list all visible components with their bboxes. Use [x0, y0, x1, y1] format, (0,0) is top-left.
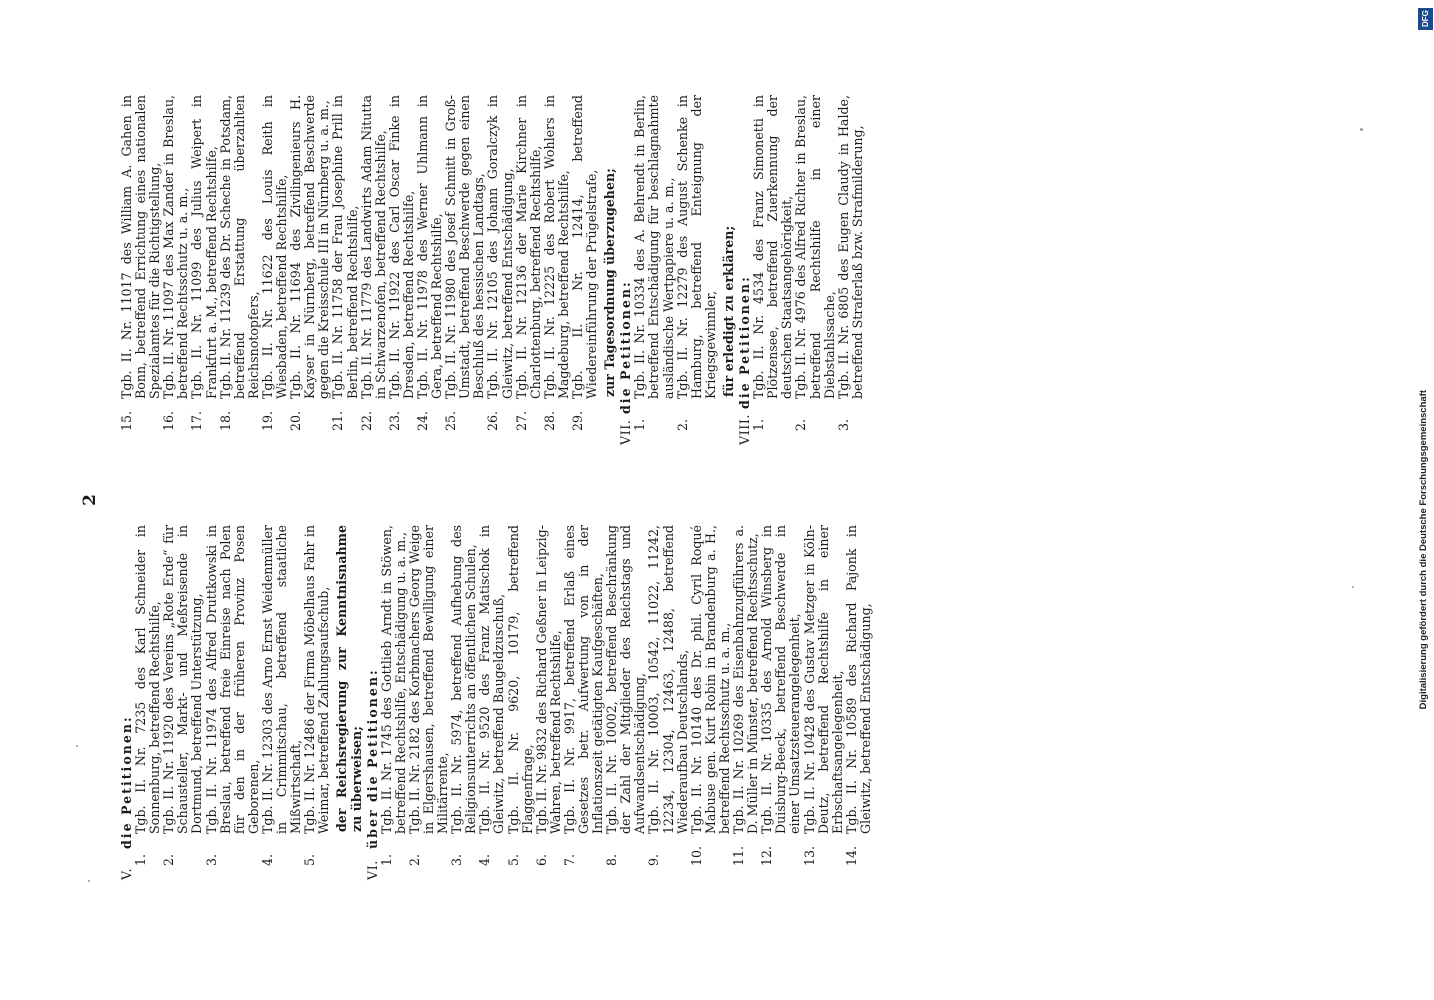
section-heading-text: die Petitionen: [737, 275, 753, 409]
list-item [162, 525, 204, 880]
item-number: 2. [161, 853, 177, 866]
section-heading-text: die Petitionen: [618, 280, 634, 414]
section-vi [366, 525, 873, 880]
item-text: Tgb. II. Nr. 10269 des Eisenbahnzugführers a. D. Müller in Münster, betreffend Rechtsschutz, [731, 525, 761, 834]
list-item [676, 95, 718, 445]
list-item [205, 525, 261, 880]
list-item [388, 95, 416, 445]
list-item [752, 95, 794, 445]
list-item [535, 525, 563, 880]
scan-speck [76, 745, 78, 747]
item-text: Tgb. II. Nr. 12303 des Arno Ernst Weidenmüller in Crimmitschau, betreffend staatliche Mißwirtschaft, [259, 525, 304, 834]
list-item [732, 525, 760, 880]
page-number: 2 [80, 494, 100, 506]
item-text: Tgb. II. Nr. 2182 des Korbmachers Georg Weige in Elgershausen, betreffend Bewilligung einer Militärrente, [406, 525, 451, 834]
list-item [261, 95, 289, 445]
item-text: Tgb. II. Nr. 4976 des Alfred Richter in Breslau, betreffend Rechtshilfe in einer Diebstahlssache, [793, 95, 837, 399]
list-item [571, 95, 599, 445]
item-text: Tgb. II. Nr. 11974 des Alfred Druttkowski in Breslau, betreffend freie Einreise nach Polen für den in der früheren Provinz Posen Geborenen, [203, 525, 261, 834]
item-number: 9. [646, 853, 662, 866]
section-v-resolution: der Reichsregierung zur Kenntnisnahme zu überweisen; [334, 525, 364, 832]
item-number: 6. [533, 853, 549, 866]
list-item [120, 95, 162, 445]
item-text: Tgb. II. Nr. 6805 des Eugen Claudy in Halde, betreffend Straferlaß bzw. Strafmilderung, [835, 95, 865, 399]
list-item [162, 95, 190, 445]
item-text: Tgb. II. Nr. 11097 des Max Zander in Breslau, betreffend Rechtsschutz u. a. m., [161, 95, 191, 399]
item-number: 26. [485, 410, 501, 431]
item-number: 4. [259, 853, 275, 866]
petition-list [752, 95, 865, 445]
item-number: 21. [330, 410, 346, 431]
petition-list [134, 525, 331, 880]
scan-speck [88, 880, 90, 882]
list-item [380, 525, 408, 880]
list-item [408, 525, 450, 880]
item-text: Tgb. II. Nr. 9832 des Richard Geßner in Leipzig-Wahren, betreffend Rechtshilfe, [533, 525, 563, 834]
item-text: Tgb. II. Nr. 11922 des Carl Oscar Finke in Dresden, betreffend Rechtshilfe, [386, 95, 416, 399]
item-text: Tgb. II. Nr. 11758 der Frau Josephine Prill in Berlin, betreffend Rechtshilfe, [330, 95, 360, 399]
item-number: 11. [731, 845, 747, 866]
item-number: 5. [505, 853, 521, 866]
petition-list [120, 95, 599, 445]
item-text: Tgb. II. Nr. 12414, betreffend Wiedereinführung der Prügelstrafe, [570, 95, 600, 399]
list-item [515, 95, 543, 445]
item-number: 27. [513, 410, 529, 431]
item-number: 2. [674, 418, 690, 431]
list-item [416, 95, 444, 445]
right-column [120, 95, 869, 445]
list-item [303, 525, 331, 880]
section-label: VII. [618, 419, 634, 445]
item-number: 8. [604, 853, 620, 866]
list-item [794, 95, 836, 445]
list-item [507, 525, 535, 880]
section-vii-heading [619, 95, 633, 445]
list-item [450, 525, 478, 880]
section-vi-heading [366, 525, 380, 880]
list-item [543, 95, 571, 445]
item-number: 29. [570, 410, 585, 431]
item-number: 2. [793, 418, 809, 431]
item-number: 23. [386, 410, 402, 431]
item-text: Tgb. II. Nr. 1745 des Gottlieb Arndt in Stöwen, betreffend Rechtshilfe, Entschädigung u. a. m., [378, 525, 408, 834]
item-text: Tgb. II. Nr. 10589 des Richard Pajonk in Gleiwitz, betreffend Entschädigung, [843, 525, 873, 834]
item-text: Tgb. II. Nr. 9520 des Franz Matischok in Gleiwitz, betreffend Baugeldzuschuß, [477, 525, 507, 834]
section-label: V. [119, 867, 134, 880]
digitization-credit: Digitalisierung gefördert durch die Deutsche Forschungsgemeinschaft [1418, 390, 1429, 710]
item-number: 17. [189, 410, 205, 431]
list-item [190, 95, 218, 445]
section-vii-resolution: für erledigt zu erklären; [720, 225, 736, 397]
item-text: Tgb. II. Nr. 12486 der Firma Möbelhaus Fahr in Weimar, betreffend Zahlungsaufschub, [302, 525, 332, 834]
item-text: Tgb. II. Nr. 10003, 10542, 11022, 11242, 12234, 12304, 12463, 12488, betreffend Wiederaufbau Deutschlands, [646, 525, 690, 834]
item-text: Tgb. II. Nr. 11920 des Vereins „Rote Erde“ für Schausteller, Markt- und Meßreisende in Dortmund, betreffend Unterstützung, [161, 525, 205, 834]
item-text: Tgb. II. Nr. 5974, betreffend Aufhebung des Religionsunterrichts an öffentlichen Schulen, [449, 525, 479, 834]
item-number: 24. [414, 410, 430, 431]
item-number: 5. [302, 853, 318, 866]
item-text: Tgb. II. Nr. 7235 des Karl Schneider in Sonnenburg, betreffend Rechtshilfe, [133, 525, 163, 834]
list-item [690, 525, 732, 880]
item-text: Tgb. II. Nr. 10428 des Gustav Metzger in Köln-Deutz, betreffend Rechtshilfe in einer Erbschaftsangelegenheit, [801, 525, 845, 834]
list-item [444, 95, 486, 445]
item-number: 28. [541, 410, 557, 431]
list-item [261, 525, 303, 880]
item-text: Tgb. II. Nr. 11779 des Landwirts Adam Nitutta in Schwarzenofen, betreffend Rechtshilfe, [358, 95, 388, 399]
item-number: 3. [449, 853, 465, 866]
item-text: Tgb. II. Nr. 12225 des Robert Wohlers in Magdeburg, betreffend Rechtshilfe, [541, 95, 571, 399]
item-number: 15. [119, 410, 134, 431]
scan-speck [1360, 128, 1363, 131]
item-number: 12. [759, 845, 775, 866]
petition-list [380, 525, 873, 880]
list-item [563, 525, 605, 880]
section-label: VI. [364, 860, 380, 880]
list-item [486, 95, 514, 445]
section-v-heading [120, 525, 134, 880]
section-heading-text: über die Petitionen: [364, 668, 380, 849]
item-text: Tgb. II. Nr. 10335 des Arnold Winsberg in Duisburg-Beeck, betreffend Beschwerde in einer Umsatzsteuerangelegenheit, [759, 525, 803, 834]
item-text: Tgb. II. Nr. 11099 des Julius Weipert in Frankfurt a. M., betreffend Rechtshilfe, [189, 95, 219, 399]
section-heading-text: die Petitionen: [119, 715, 134, 849]
item-number: 3. [835, 418, 851, 431]
item-text: Tgb. II. Nr. 4534 des Franz Simonetti in Plötzensee, betreffend Zuerkennung der deutschen Staatsangehörigkeit, [751, 95, 795, 399]
item-text: Tgb. II. Nr. 11694 des Zivilingenieurs H. Kayser in Nürnberg, betreffend Beschwerde gegen die Kreisschule III in Nürnberg u. a. m., [288, 95, 332, 399]
item-text: Tgb. II. Nr. 12105 des Johann Goralczyk in Gleiwitz, betreffend Entschädigung, [485, 95, 515, 399]
item-number: 25. [443, 410, 459, 431]
item-text: Tgb. II. Nr. 11622 des Louis Reith in Wiesbaden, betreffend Rechtshilfe, [259, 95, 290, 399]
item-number: 1. [133, 853, 149, 866]
left-column [120, 525, 877, 880]
list-item [478, 525, 506, 880]
section-v [120, 525, 364, 880]
item-number: 14. [843, 845, 859, 866]
item-text: Tgb. II. Nr. 10334 des A. Behrendt in Berlin, betreffend Entschädigung für beschlagnahmte ausländische Wertpapiere u. a. m., [632, 95, 676, 399]
item-text: Tgb. II. Nr. 11017 des William A. Gahen in Bonn, betreffend Errichtung eines nationalen Spezialamtes für die Richtigstellung, [119, 95, 163, 399]
list-item [845, 525, 873, 880]
item-number: 19. [259, 410, 275, 431]
section-viii-heading [738, 95, 752, 445]
list-item [803, 525, 845, 880]
item-text: Tgb. II. Nr. 10140 des Dr. phil. Cyril Roqué Mabuse gen. Kurt Robin in Brandenburg a. H., betreffend Rechtsschutz u. a. m., [688, 525, 732, 834]
item-number: 13. [801, 845, 817, 866]
item-number: 1. [632, 418, 648, 431]
list-item [331, 95, 359, 445]
item-number: 7. [561, 853, 577, 866]
item-text: Tgb. II. Nr. 11978 des Werner Uhlmann in Gera, betreffend Rechtshilfe, [414, 95, 445, 399]
dfg-logo: DFG [1418, 8, 1433, 30]
item-number: 2. [406, 853, 422, 866]
item-number: 1. [751, 418, 767, 431]
item-number: 3. [203, 853, 219, 866]
item-number: 1. [378, 853, 394, 866]
item-number: 10. [688, 845, 704, 866]
list-item [633, 95, 675, 445]
list-item [837, 95, 865, 445]
item-number: 20. [288, 410, 304, 431]
item-text: Tgb. II. Nr. 9620, 10179, betreffend Flaggenfrage, [505, 525, 535, 834]
petition-list [633, 95, 718, 445]
section-vii [619, 95, 736, 445]
item-text: Tgb. II. Nr. 11239 des Dr. Scheche in Potsdam, betreffend Erstattung überzahlten Reichsnotopfers, [217, 95, 261, 399]
scan-speck [1352, 586, 1354, 588]
item-text: Tgb. II. Nr. 9917, betreffend Erlaß eines Gesetzes betr. Aufwertung von in der Inflationszeit getätigten Kaufgeschäften, [561, 525, 606, 834]
section-vi-continued [120, 95, 617, 445]
item-number: 4. [477, 853, 493, 866]
list-item [289, 95, 331, 445]
item-number: 22. [358, 410, 374, 431]
item-text: Tgb. II. Nr. 12279 des August Schenke in Hamburg, betreffend Enteignung der Kriegsgewinnler, [674, 95, 718, 399]
item-number: 18. [217, 410, 233, 431]
item-number: 16. [161, 410, 177, 431]
list-item [219, 95, 261, 445]
list-item [605, 525, 647, 880]
list-item [760, 525, 802, 880]
list-item [360, 95, 388, 445]
section-vi-resolution: zur Tagesordnung überzugehen; [602, 168, 618, 397]
item-text: Tgb. II. Nr. 11980 des Josef Schmitt in Groß-Umstadt, betreffend Beschwerde gegen einen Beschluß des hessischen Landtags, [443, 95, 487, 399]
item-text: Tgb. II. Nr. 10002, betreffend Beschränkung der Zahl der Mitglieder des Reichstags und Aufwandsentschädigung, [604, 525, 648, 834]
section-viii [738, 95, 865, 445]
item-text: Tgb. II. Nr. 12136 der Marie Kirchner in Charlottenburg, betreffend Rechtshilfe, [513, 95, 543, 399]
list-item [647, 525, 689, 880]
section-label: VIII. [737, 413, 753, 445]
list-item [134, 525, 162, 880]
